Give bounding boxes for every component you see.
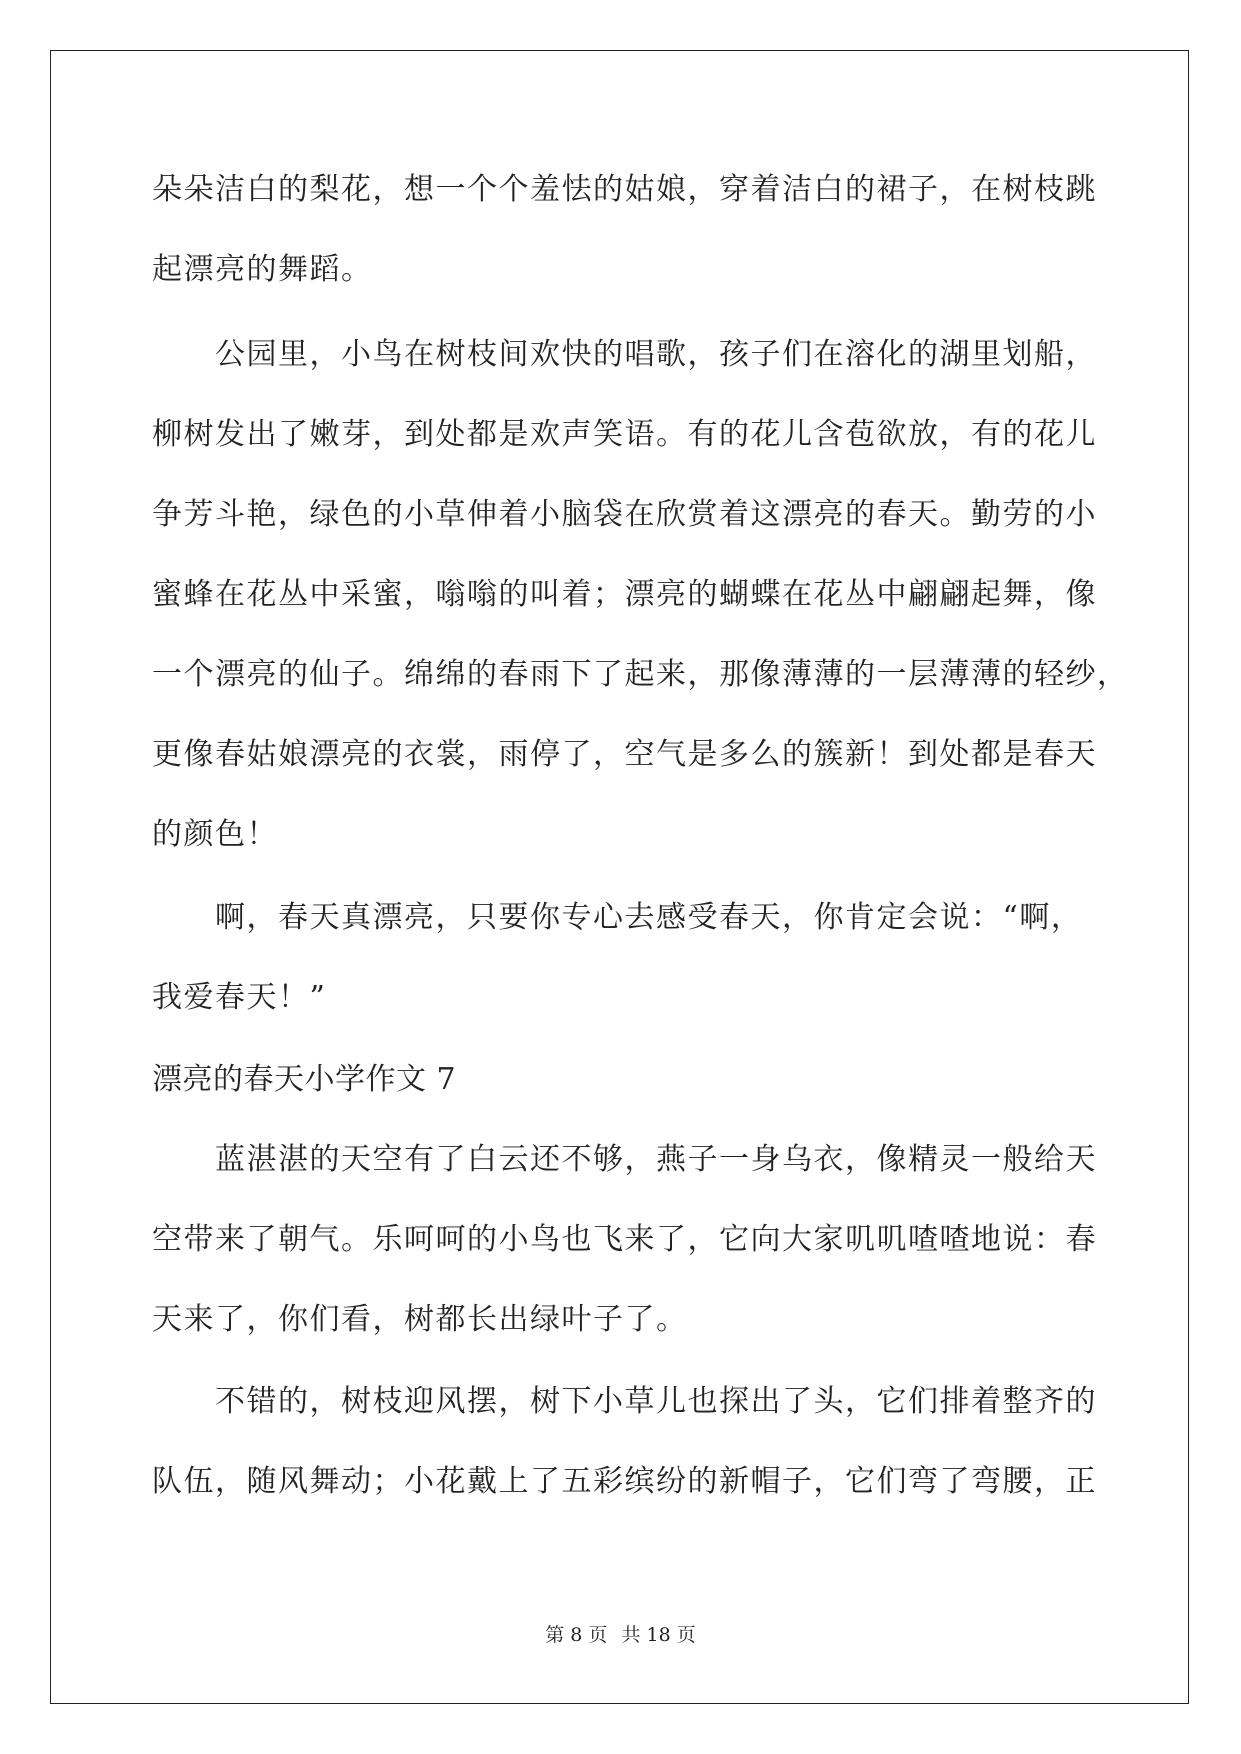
text-line: 争芳斗艳，绿色的小草伸着小脑袋在欣赏着这漂亮的春天。勤劳的小 bbox=[152, 497, 1097, 532]
text-line: 朵朵洁白的梨花，想一个个羞怯的姑娘，穿着洁白的裙子，在树枝跳 bbox=[152, 172, 1097, 207]
page-number: 第 8 页 bbox=[545, 1624, 608, 1646]
text-line: 一个漂亮的仙子。绵绵的春雨下了起来，那像薄薄的一层薄薄的轻纱， bbox=[152, 657, 1129, 692]
page-footer bbox=[0, 1620, 1241, 1647]
paragraph-first-line: 蓝湛湛的天空有了白云还不够，燕子一身乌衣，像精灵一般给天 bbox=[215, 1142, 1097, 1177]
paragraph-first-line: 不错的，树枝迎风摆，树下小草儿也探出了头，它们排着整齐的 bbox=[215, 1384, 1097, 1419]
text-line: 天来了，你们看，树都长出绿叶子了。 bbox=[152, 1302, 688, 1337]
text-line: 空带来了朝气。乐呵呵的小鸟也飞来了，它向大家叽叽喳喳地说：春 bbox=[152, 1222, 1097, 1257]
text-line: 蜜蜂在花丛中采蜜，嗡嗡的叫着；漂亮的蝴蝶在花丛中翩翩起舞，像 bbox=[152, 577, 1097, 612]
text-line: 更像春姑娘漂亮的衣裳，雨停了，空气是多么的簇新！到处都是春天 bbox=[152, 737, 1097, 772]
text-line: 起漂亮的舞蹈。 bbox=[152, 252, 373, 287]
page-border bbox=[50, 50, 1189, 1704]
section-heading: 漂亮的春天小学作文 7 bbox=[152, 1062, 457, 1097]
text-line: 的颜色！ bbox=[152, 817, 278, 852]
text-line: 柳树发出了嫩芽，到处都是欢声笑语。有的花儿含苞欲放，有的花儿 bbox=[152, 417, 1097, 452]
paragraph-first-line: 公园里，小鸟在树枝间欢快的唱歌，孩子们在溶化的湖里划船， bbox=[215, 337, 1097, 372]
paragraph-first-line: 啊，春天真漂亮，只要你专心去感受春天，你肯定会说：“啊， bbox=[215, 900, 1083, 935]
text-line: 队伍，随风舞动；小花戴上了五彩缤纷的新帽子，它们弯了弯腰，正 bbox=[152, 1464, 1097, 1499]
text-line: 我爱春天！” bbox=[152, 980, 327, 1015]
page-total: 共 18 页 bbox=[621, 1624, 696, 1646]
